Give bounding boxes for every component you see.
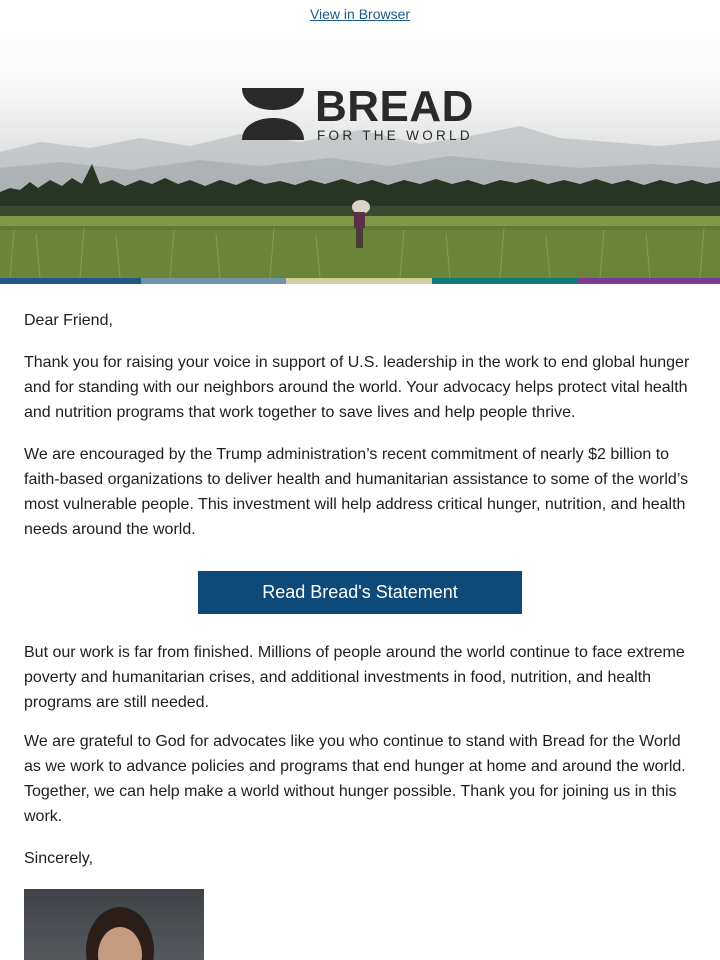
letter-body (0, 308, 720, 871)
stripe-segment (432, 278, 577, 284)
paragraph-1: Thank you for raising your voice in support of U.S. leadership in the work to end global hunger and for standing with our neighbors around the world. Your advocacy helps protect vital health and nutrition programs that work together to save lives and help people thrive. (24, 354, 690, 421)
view-in-browser-link[interactable]: View in Browser (309, 6, 411, 22)
paragraph-3: But our work is far from finished. Millions of people around the world continue to face extreme poverty and humanitarian crises, and additional investments in food, nutrition, and health programs are still needed. (24, 644, 685, 711)
read-statement-button[interactable]: Read Bread's Statement (198, 571, 522, 614)
signatory-photo (24, 889, 204, 960)
hero-banner (0, 30, 720, 278)
portrait-image (24, 889, 204, 960)
brand-color-stripe (0, 278, 720, 284)
stripe-segment (577, 278, 720, 284)
logo-subtitle: FOR THE WORLD (317, 128, 473, 143)
closing: Sincerely, (24, 850, 94, 867)
paragraph-4: We are grateful to God for advocates like you who continue to stand with Bread for the World as we work to advance policies and programs that end hunger at home and around the world. Together, we can help make a world without hunger possible. Thank you for joining us in this work. (24, 733, 686, 825)
field-landscape-image (0, 30, 720, 278)
top-bar (0, 0, 720, 30)
stripe-segment (286, 278, 432, 284)
cta-container (24, 571, 696, 614)
paragraph-2: We are encouraged by the Trump administration’s recent commitment of nearly $2 billion to faith-based organizations to deliver health and humanitarian assistance to some of the world’s most vulnerable people. This investment will help address critical hunger, nutrition, and health needs around the world. (24, 446, 689, 538)
bread-for-the-world-logo[interactable] (242, 82, 482, 144)
logo-wordmark: BREAD (315, 82, 474, 131)
stripe-segment (0, 278, 141, 284)
bread-logo-icon (242, 88, 304, 140)
greeting: Dear Friend, (24, 312, 113, 329)
stripe-segment (141, 278, 286, 284)
